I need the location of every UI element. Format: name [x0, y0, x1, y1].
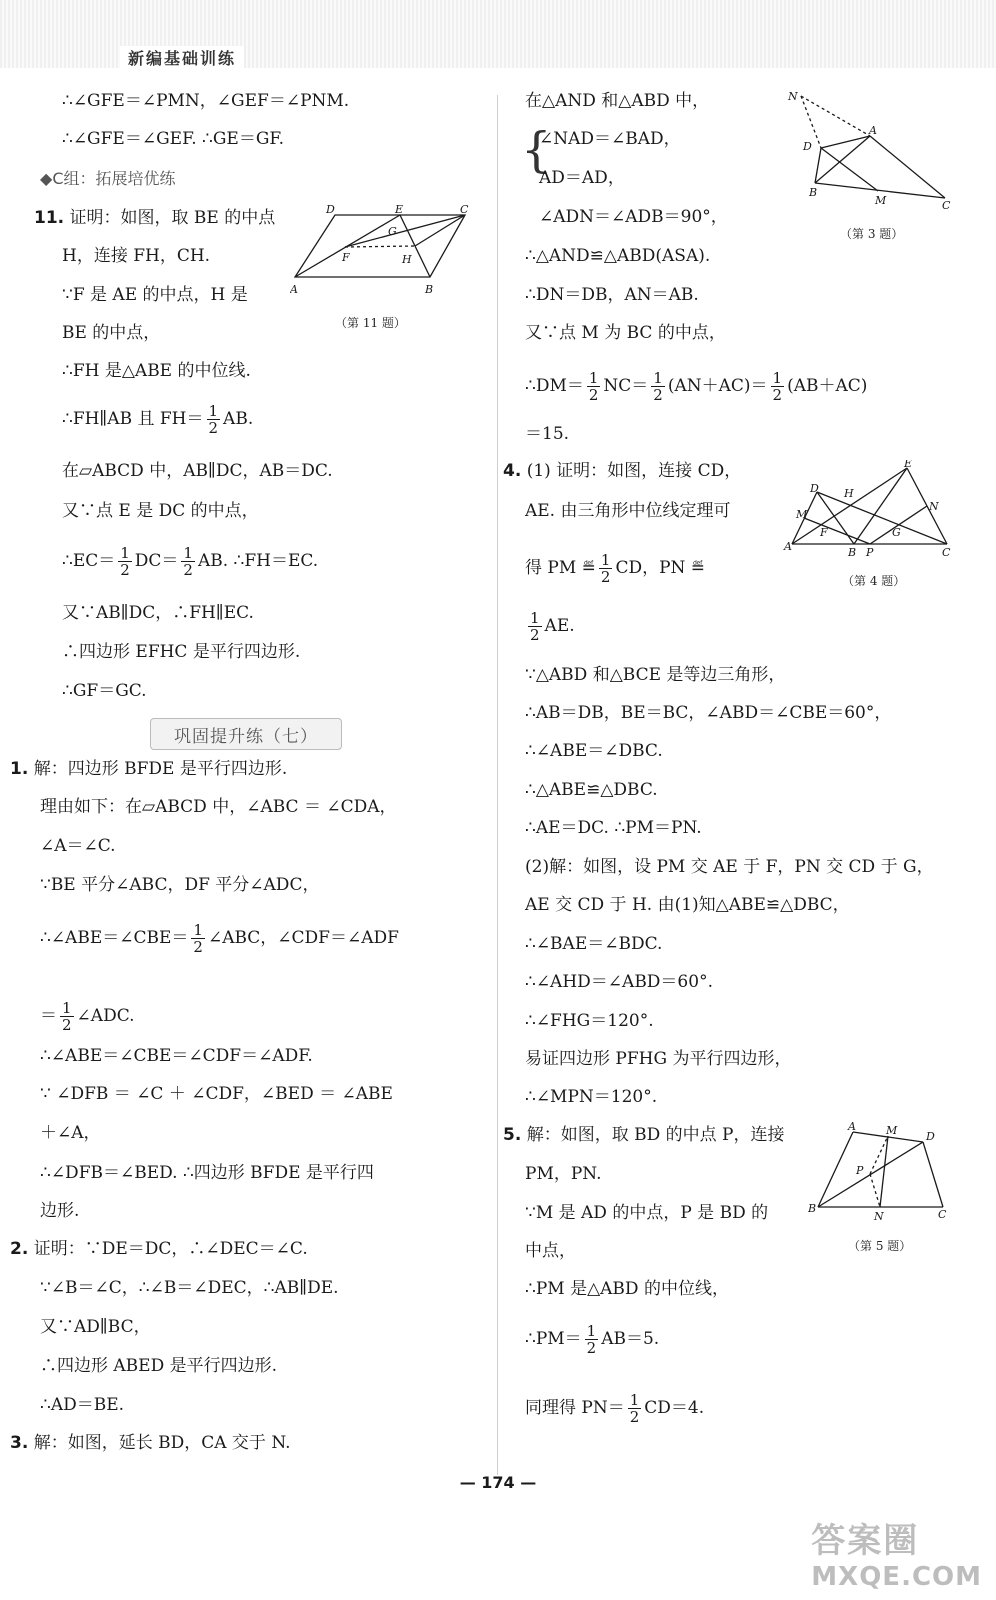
text-line	[62, 545, 318, 578]
figure-label: M	[796, 508, 808, 521]
text: CD＝4.	[644, 1398, 705, 1418]
text: ∠ABC，∠CDF＝∠ADF	[207, 928, 399, 948]
text-line: ∵△ABD 和△BCE 是等边三角形，	[525, 665, 786, 685]
figure-label: A	[848, 1122, 856, 1133]
text-line	[525, 552, 705, 585]
text-line: ∴四边形 EFHC 是平行四边形.	[62, 642, 301, 662]
denominator: 2	[183, 561, 193, 579]
text-line: ∠ADN＝∠ADB＝90°，	[539, 207, 728, 227]
text-line: 理由如下：在▱ABCD 中，∠ABC ＝ ∠CDA，	[40, 797, 397, 817]
text: (AB＋AC)	[787, 376, 868, 396]
text: ∴FH∥AB 且 FH＝	[62, 409, 204, 429]
denominator: 2	[629, 1408, 640, 1426]
figure-label: G	[388, 225, 397, 238]
figure-5	[808, 1122, 968, 1222]
text-line: ＝15.	[525, 424, 570, 444]
text-line	[62, 403, 253, 436]
figure-label: E	[395, 205, 404, 216]
text-line	[40, 922, 399, 955]
text-line: ∵ ∠DFB ＝ ∠C ＋ ∠CDF，∠BED ＝ ∠ABE	[40, 1084, 393, 1104]
figure-label: H	[844, 487, 854, 500]
fraction	[207, 403, 221, 436]
numerator: 1	[600, 551, 611, 569]
column-divider	[497, 95, 498, 1475]
denominator: 2	[600, 568, 611, 586]
text: ∠ADC.	[76, 1006, 135, 1026]
text-line: ∵∠B＝∠C，∴∠B＝∠DEC，∴AB∥DE.	[40, 1278, 339, 1298]
text-line	[40, 1000, 135, 1033]
figure-label: F	[820, 526, 828, 539]
text-line: ∴AE＝DC. ∴PM＝PN.	[525, 818, 702, 838]
text: ∴EC＝	[62, 551, 116, 571]
figure-label: C	[942, 546, 951, 559]
text: 解：如图，取 BD 的中点 P，连接	[526, 1125, 785, 1145]
series-title: 新编基础训练	[120, 46, 244, 69]
fraction	[771, 370, 785, 403]
figure-label: B	[848, 546, 857, 559]
brace: {	[521, 122, 552, 178]
text: 得 PM ≝	[525, 558, 596, 578]
text-line: ＋∠A，	[40, 1123, 101, 1143]
text-line: 又∵点 E 是 DC 的中点，	[62, 501, 259, 521]
fraction	[628, 1392, 642, 1425]
text: 同理得 PN＝	[525, 1398, 625, 1418]
numerator: 1	[586, 1322, 597, 1340]
text-line: 边形.	[40, 1201, 80, 1221]
numerator: 1	[193, 921, 203, 939]
q2-line	[10, 1238, 308, 1260]
text-line: ∴FH 是△ABE 的中位线.	[62, 361, 251, 381]
figure-3-caption: （第 3 题）	[840, 227, 904, 241]
text-line: 中点，	[525, 1241, 576, 1261]
text-line: ∠A＝∠C.	[40, 836, 116, 856]
denominator: 2	[586, 1339, 597, 1357]
section-title-box: 巩固提升练（七）	[150, 718, 342, 750]
text: 解：四边形 BFDE 是平行四边形.	[33, 759, 288, 779]
question-number: 5.	[503, 1125, 522, 1145]
text: CD，PN ≝	[615, 558, 706, 578]
figure-label: C	[938, 1208, 947, 1221]
figure-label: B	[809, 186, 818, 199]
text-line: AE. 由三角形中位线定理可	[525, 501, 731, 521]
numerator: 1	[208, 402, 219, 420]
question-number: 3.	[10, 1433, 29, 1453]
numerator: 1	[62, 999, 72, 1017]
fraction	[181, 545, 195, 578]
numerator: 1	[120, 544, 130, 562]
text: 证明：如图，取 BE 的中点	[69, 208, 276, 228]
denominator: 2	[772, 386, 783, 404]
figure-label: B	[808, 1202, 817, 1215]
figure-4	[782, 460, 962, 560]
figure-label: A	[290, 283, 298, 296]
figure-label: P	[866, 546, 874, 559]
section-c-heading: ◆C组：拓展培优练	[40, 169, 176, 188]
text-line: ∴△ABE≌△DBC.	[525, 780, 658, 800]
question-number: 4.	[503, 461, 522, 481]
text-line: ∴∠FHG＝120°.	[525, 1011, 654, 1031]
watermark-logo	[811, 1513, 982, 1592]
q1-line	[10, 758, 287, 780]
figure-label: N	[929, 500, 939, 513]
text-line: ∴∠GFE＝∠PMN，∠GEF＝∠PNM.	[62, 91, 350, 111]
denominator: 2	[653, 386, 663, 404]
text-line: ∠NAD＝∠BAD，	[539, 129, 681, 149]
page-number: — 174 —	[459, 1473, 537, 1492]
denominator: 2	[193, 938, 203, 956]
text-line: AE 交 CD 于 H. 由(1)知△ABE≌△DBC，	[525, 895, 850, 915]
text-line: AD＝AD，	[539, 168, 625, 188]
text-line: (2)解：如图，设 PM 交 AE 于 F，PN 交 CD 于 G，	[525, 857, 934, 877]
figure-label: N	[874, 1210, 884, 1222]
text-line: ∴△AND≌△ABD(ASA).	[525, 246, 711, 266]
numerator: 1	[629, 1391, 640, 1409]
denominator: 2	[120, 561, 130, 579]
text: ∴∠ABE＝∠CBE＝	[40, 928, 189, 948]
figure-label: D	[326, 205, 335, 216]
fraction	[191, 922, 205, 955]
text-line: 又∵AD∥BC，	[40, 1317, 151, 1337]
q3-line	[10, 1432, 291, 1454]
figure-label: A	[784, 540, 792, 553]
figure-11	[290, 205, 475, 300]
text: DC＝	[134, 551, 179, 571]
text: ∴PM＝	[525, 1329, 582, 1349]
text-line: ∵F 是 AE 的中点，H 是	[62, 285, 248, 305]
text: ∴DM＝	[525, 376, 584, 396]
figure-4-caption: （第 4 题）	[842, 574, 906, 588]
figure-label: G	[892, 526, 901, 539]
figure-5-caption: （第 5 题）	[848, 1239, 912, 1253]
text: 解：如图，延长 BD，CA 交于 N.	[33, 1433, 291, 1453]
numerator: 1	[183, 544, 193, 562]
text-line: ∴∠ABE＝∠DBC.	[525, 741, 663, 761]
denominator: 2	[208, 419, 219, 437]
figure-label: N	[788, 90, 798, 103]
denominator: 2	[62, 1016, 72, 1034]
text-line: ∴AB＝DB，BE＝BC，∠ABD＝∠CBE＝60°，	[525, 703, 892, 723]
text-line: ∴∠AHD＝∠ABD＝60°.	[525, 972, 713, 992]
figure-label: C	[942, 199, 951, 212]
fraction	[60, 1000, 74, 1033]
text: NC＝	[603, 376, 649, 396]
figure-label: A	[869, 124, 877, 137]
text-line: ∴∠ABE＝∠CBE＝∠CDF＝∠ADF.	[40, 1046, 313, 1066]
fraction	[587, 370, 601, 403]
text: ＝	[40, 1006, 57, 1026]
figure-label: H	[402, 253, 412, 266]
numerator: 1	[653, 369, 663, 387]
section-c-label: C组：拓展培优练	[52, 169, 176, 188]
figure-label: E	[904, 460, 913, 470]
text-line: H，连接 FH，CH.	[62, 246, 211, 266]
figure-label: D	[803, 140, 812, 153]
text: (1) 证明：如图，连接 CD，	[526, 461, 742, 481]
text-line: ∴∠GFE＝∠GEF. ∴GE＝GF.	[62, 129, 284, 149]
figure-label: F	[342, 251, 350, 264]
text-line: PM，PN.	[525, 1164, 602, 1184]
text: AB. ∴FH＝EC.	[197, 551, 319, 571]
figure-11-caption: （第 11 题）	[335, 316, 406, 330]
fraction	[585, 1323, 599, 1356]
text: AB＝5.	[601, 1329, 660, 1349]
figure-label: C	[460, 205, 469, 216]
fraction	[118, 545, 132, 578]
text-line: ∴AD＝BE.	[40, 1395, 125, 1415]
text-line: 在▱ABCD 中，AB∥DC，AB＝DC.	[62, 461, 333, 481]
figure-label: D	[810, 482, 819, 495]
question-number: 1.	[10, 759, 29, 779]
text-line: ∵M 是 AD 的中点，P 是 BD 的	[525, 1203, 769, 1223]
fraction	[528, 610, 542, 643]
text: (AN＋AC)＝	[667, 376, 768, 396]
text-line: ∴∠MPN＝120°.	[525, 1087, 658, 1107]
numerator: 1	[772, 369, 783, 387]
text-line: ∴PM 是△ABD 的中位线，	[525, 1279, 729, 1299]
watermark-text: 答案圈	[811, 1521, 920, 1561]
text-line	[525, 370, 867, 403]
fraction	[651, 370, 665, 403]
text-line: ∴∠DFB＝∠BED. ∴四边形 BFDE 是平行四	[40, 1163, 374, 1183]
text-line: ∴DN＝DB，AN＝AB.	[525, 285, 699, 305]
q11-line	[34, 207, 275, 229]
watermark-url: MXQE.COM	[811, 1562, 982, 1592]
text-line: ∴∠BAE＝∠BDC.	[525, 934, 663, 954]
numerator: 1	[530, 609, 540, 627]
text-line: BE 的中点，	[62, 323, 161, 343]
figure-3	[785, 88, 965, 213]
numerator: 1	[588, 369, 599, 387]
text-line: ∴GF＝GC.	[62, 681, 147, 701]
text-line: 易证四边形 PFHG 为平行四边形，	[525, 1049, 792, 1069]
text-line: ∴四边形 ABED 是平行四边形.	[40, 1356, 278, 1376]
text-line: 又∵点 M 为 BC 的中点，	[525, 323, 726, 343]
text-line	[525, 610, 575, 643]
denominator: 2	[530, 626, 540, 644]
figure-label: P	[856, 1164, 864, 1177]
q5-line	[503, 1124, 784, 1146]
figure-label: D	[926, 1130, 935, 1143]
text: AE.	[544, 616, 575, 636]
text-line	[525, 1392, 704, 1425]
text: 证明：∵DE＝DC，∴∠DEC＝∠C.	[33, 1239, 308, 1259]
text-line: 在△AND 和△ABD 中，	[525, 91, 710, 111]
denominator: 2	[588, 386, 599, 404]
text-line	[525, 1323, 659, 1356]
text: AB.	[223, 409, 254, 429]
question-number: 11.	[34, 208, 65, 228]
text-line: ∵BE 平分∠ABC，DF 平分∠ADC，	[40, 875, 320, 895]
figure-label: B	[425, 283, 434, 296]
figure-label: M	[875, 194, 887, 207]
text-line: 又∵AB∥DC，∴FH∥EC.	[62, 603, 254, 623]
fraction	[599, 552, 613, 585]
question-number: 2.	[10, 1239, 29, 1259]
q4-line	[503, 460, 741, 482]
figure-label: M	[886, 1124, 898, 1137]
